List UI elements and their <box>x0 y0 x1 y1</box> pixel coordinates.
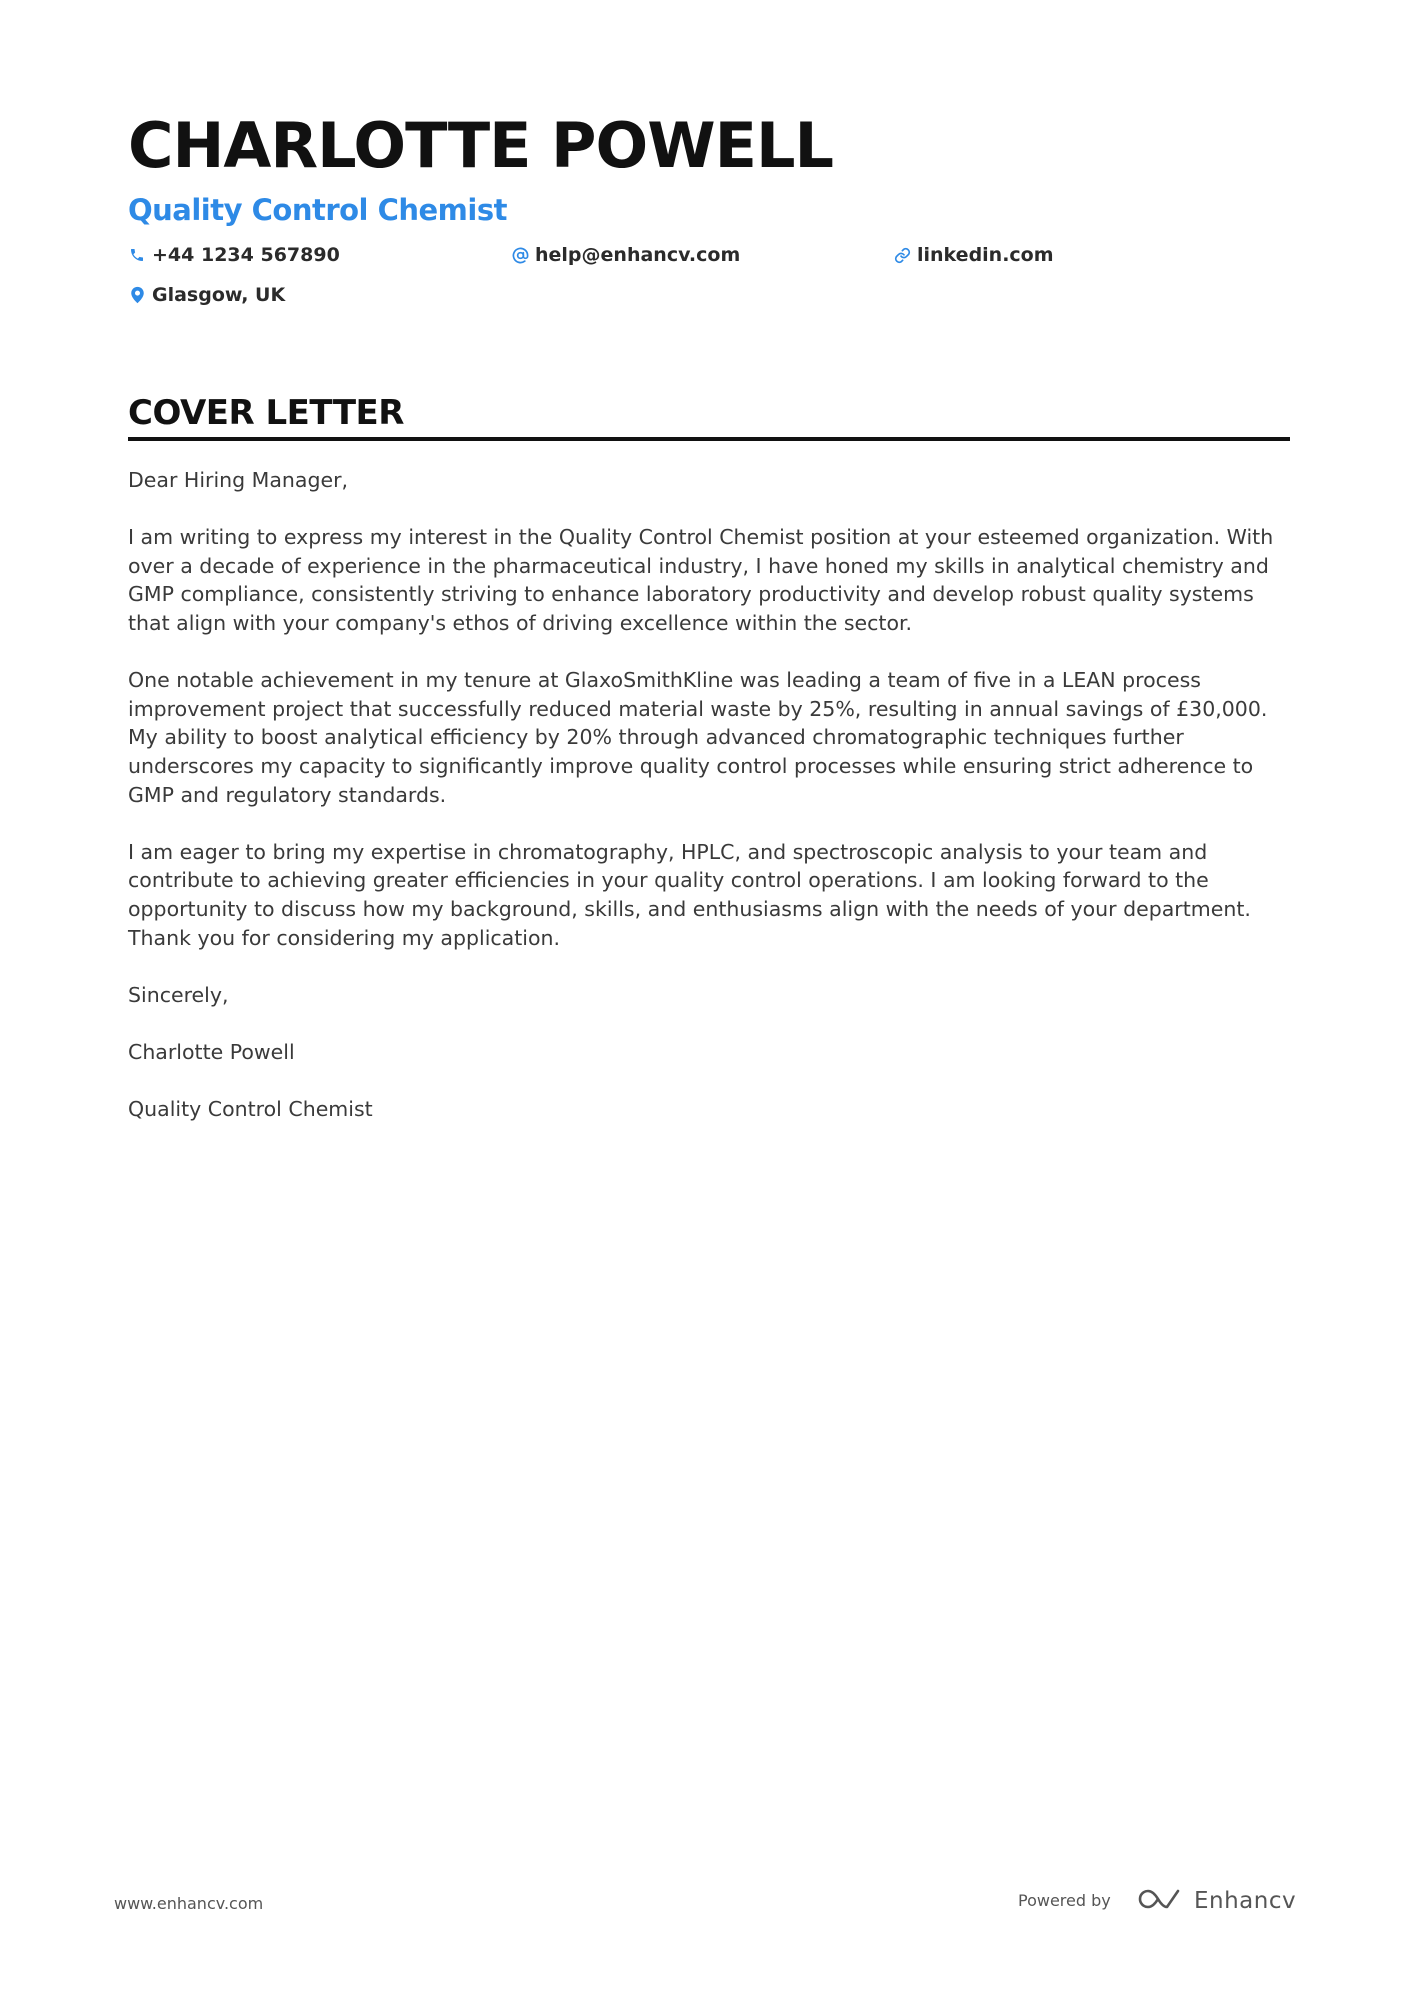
email-text[interactable]: help@enhancv.com <box>535 244 741 266</box>
phone-text[interactable]: +44 1234 567890 <box>152 244 340 266</box>
at-sign-icon <box>509 244 531 266</box>
contact-phone <box>126 240 340 270</box>
footer-brand-name: Enhancv <box>1194 1888 1297 1914</box>
phone-icon <box>126 244 148 266</box>
link-text[interactable]: linkedin.com <box>917 244 1054 266</box>
letter-paragraph: One notable achievement in my tenure at GlaxoSmithKline was leading a team of five in a LEAN process improvement project that successfully reduced material waste by 25%, resulting in annual savings of £30,000. My ability to boost analytical efficiency by 20% through advanced chromatographic techniques further underscores my capacity to significantly improve quality control processes while ensuring strict adherence to GMP and regulatory standards. <box>128 668 1268 807</box>
letter-body <box>128 466 1290 1152</box>
letter-paragraph: I am writing to express my interest in the Quality Control Chemist position at your esteemed organization. With over a decade of experience in the pharmaceutical industry, I have honed my skills in analytical chemistry and GMP compliance, consistently striving to enhance laboratory productivity and develop robust quality systems that align with your company's ethos of driving excellence within the sector. <box>128 525 1274 635</box>
signature-name: Charlotte Powell <box>128 1039 295 1064</box>
contact-email <box>509 240 740 270</box>
enhancv-logo-icon <box>1138 1887 1184 1916</box>
location-text: Glasgow, UK <box>152 284 286 306</box>
signature-title: Quality Control Chemist <box>128 1097 373 1122</box>
footer-powered-by: Powered by <box>1018 1891 1111 1910</box>
map-pin-icon <box>126 284 148 306</box>
link-icon <box>891 244 913 266</box>
letter-closing: Sincerely, <box>128 982 229 1007</box>
section-title: COVER LETTER <box>128 393 404 433</box>
contact-location <box>126 280 285 310</box>
section-divider <box>128 437 1290 441</box>
footer-brand[interactable] <box>1138 1881 1296 1921</box>
footer-url[interactable]: www.enhancv.com <box>114 1894 264 1913</box>
candidate-name: CHARLOTTE POWELL <box>128 109 833 182</box>
candidate-role: Quality Control Chemist <box>128 193 507 227</box>
letter-paragraph: I am eager to bring my expertise in chromatography, HPLC, and spectroscopic analysis to your team and contribute to achieving greater efficiencies in your quality control operations. I am looking forward to the opportunity to discuss how my background, skills, and enthusiasms align with the needs of your department. Thank you for considering my application. <box>128 839 1251 950</box>
contact-link <box>891 240 1054 270</box>
letter-greeting: Dear Hiring Manager, <box>128 468 349 492</box>
